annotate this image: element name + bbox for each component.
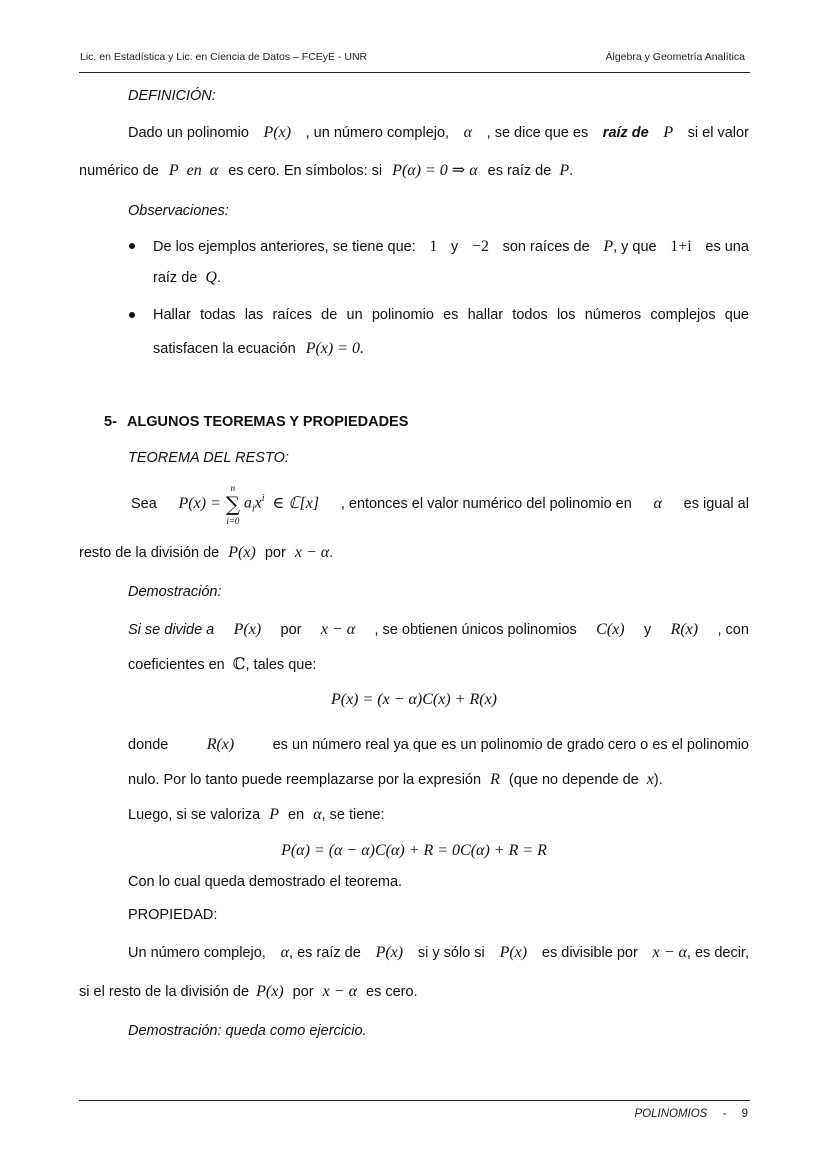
bullet-icon — [129, 243, 135, 249]
teorema-line-1: Sea P(x) = n ∑ i=0 $a_ix^i$ ∈ ℂ[x] , entonces el valor numérico del polinomio en α es igual al — [131, 483, 749, 526]
observacion-item-2-line-2: satisfacen la ecuación P(x) = 0. — [153, 340, 365, 357]
observaciones-title: Observaciones: — [128, 203, 229, 219]
definicion-line-1: Dado un polinomio P(x) , un número complejo, α , se dice que es raíz de P si el valor — [128, 124, 749, 141]
header-right: Álgebra y Geometría Analítica — [605, 51, 745, 63]
observacion-item-2-line-1: Hallar todas las raíces de un polinomio es hallar todos los números complejos que — [153, 307, 749, 323]
demostracion-line-5: Luego, si se valoriza P en α, se tiene: — [128, 806, 385, 823]
equation-evaluation: P(α) = (α − α)C(α) + R = 0C(α) + R = R — [281, 842, 547, 859]
page-number: 9 — [741, 1108, 748, 1120]
equation-division: P(x) = (x − α)C(x) + R(x) — [330, 691, 498, 708]
section-heading: 5- ALGUNOS TEOREMAS Y PROPIEDADES — [104, 414, 409, 430]
footer: POLINOMIOS - 9 — [634, 1108, 748, 1120]
observacion-item-1-line-1: De los ejemplos anteriores, se tiene que: 1 y −2 son raíces de P, y que 1+i es una — [153, 238, 749, 255]
teorema-line-2: resto de la división de P(x) por x − α. — [79, 544, 334, 561]
demostracion-conclusion: Con lo cual queda demostrado el teorema. — [128, 874, 403, 890]
demostracion-line-1: Si se divide a P(x) por x − α , se obtienen únicos polinomios C(x) y R(x) , con — [128, 621, 749, 638]
demostracion-line-3: donde R(x) es un número real ya que es un polinomio de grado cero o es el polinomio — [128, 736, 749, 753]
summation-symbol: n ∑ i=0 — [225, 483, 240, 526]
observacion-item-1-line-2: raíz de Q. — [153, 269, 221, 286]
footer-rule — [79, 1100, 750, 1101]
demostracion-title: Demostración: — [128, 584, 222, 600]
propiedad-line-1: Un número complejo, α, es raíz de P(x) si y sólo si P(x) es divisible por x − α, es decir, — [128, 944, 749, 961]
demostracion-line-2: coeficientes en ℂ, tales que: — [128, 656, 317, 673]
bullet-icon — [129, 312, 135, 318]
header-left: Lic. en Estadística y Lic. en Ciencia de Datos – FCEyE - UNR — [80, 51, 368, 63]
propiedad-title: PROPIEDAD: — [128, 907, 218, 923]
header-rule — [79, 72, 750, 73]
definicion-line-2: numérico de P en α es cero. En símbolos: si P(α) = 0 ⇒ α es raíz de P. — [79, 162, 574, 179]
propiedad-demostracion: Demostración: queda como ejercicio. — [128, 1023, 367, 1039]
footer-section: POLINOMIOS — [634, 1108, 708, 1120]
teorema-title: TEOREMA DEL RESTO: — [128, 450, 289, 466]
demostracion-line-4: nulo. Por lo tanto puede reemplazarse por la expresión R (que no depende de x). — [128, 771, 663, 788]
propiedad-line-2: si el resto de la división de P(x) por x − α es cero. — [79, 983, 418, 1000]
definicion-title: DEFINICIÓN: — [128, 88, 216, 104]
